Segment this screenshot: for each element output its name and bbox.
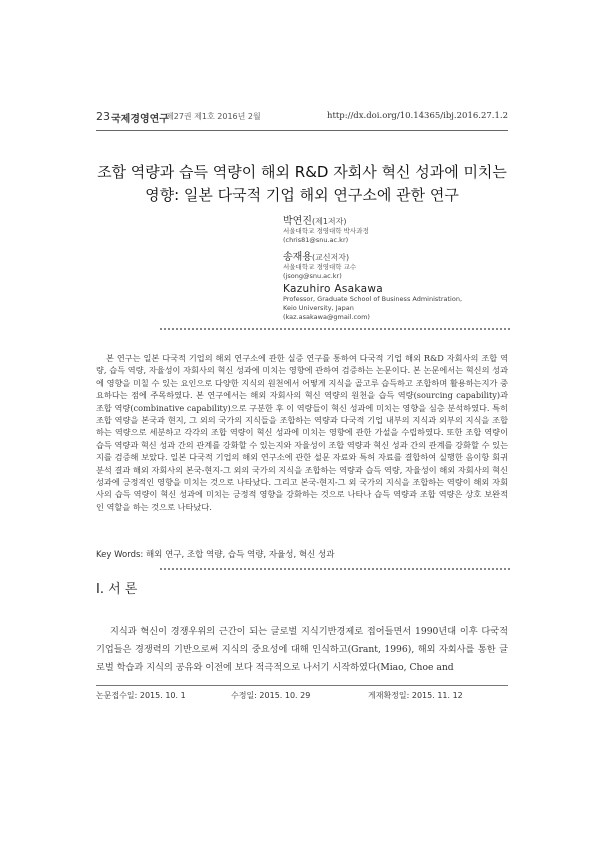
author-email: (kaz.asakawa@gmail.com) bbox=[283, 313, 370, 321]
abstract bbox=[96, 352, 508, 513]
author-affiliation: 서울대학교 경영대학 교수 bbox=[283, 263, 357, 271]
running-header bbox=[96, 110, 508, 126]
title-line-1: 조합 역량과 습득 역량이 해외 R&D 자회사 혁신 성과에 미치는 bbox=[97, 163, 507, 181]
paper-title bbox=[96, 161, 508, 207]
journal-name: 국제경영연구 bbox=[111, 114, 169, 125]
author-2 bbox=[283, 248, 518, 281]
author-name: Kazuhiro Asakawa bbox=[283, 283, 383, 295]
doi-link[interactable]: http://dx.doi.org/10.14365/ibj.2016.27.1.2 bbox=[326, 111, 508, 121]
author-name: 송재용 bbox=[283, 252, 312, 263]
received-date: 논문접수일: 2015. 10. 1 bbox=[96, 691, 186, 700]
author-email: (chris81@snu.ac.kr) bbox=[283, 236, 349, 244]
author-affiliation-2: Keio University, Japan bbox=[283, 304, 354, 312]
abstract-text: 본 연구는 일본 다국적 기업의 해외 연구소에 관한 실증 연구를 통하여 다국적 기업 해외 R&D 자회사의 조합 역량, 습득 역량, 자율성이 자회사의 혁신 성과에 미치는 영향에 관하여 검증하는 논문이다. 본 논문에서는 혁신의 성과에 영향을 미칠 수 있는 요인으로 다양한 지식의 원천에서 어떻게 지식을 골고루 습득하고 조합하며 활용하는지가 중요하다는 점에 주목하였다. 본 연구에서는 해외 자회사의 혁신 역량의 원천을 습득 역량(sourcing capability)과 조합 역량(combinative capability)으로 구분한 후 이 역량들이 혁신 성과에 미치는 영향을 심층 분석하였다. 특히 조합 역량을 본국과 현지, 그 외의 국가의 지식들을 조합하는 역량과 다국적 기업 내부의 지식과 외부의 지식을 조합하는 역량으로 세분하고 각각의 조합 역량이 혁신 성과에 미치는 영향에 관한 가설을 수립하였다. 또한 조합 역량이 습득 역량과 혁신 성과 간의 관계를 강화할 수 있는지와 자율성이 조합 역량과 혁신 성과 간의 관계를 강화할 수 있는지를 검증해 보았다. 일본 다국적 기업의 해외 연구소에 관한 설문 자료와 특허 자료를 결합하여 실행한 음이항 회귀 분석 결과 해외 자회사의 본국-현지-그 외의 국가의 지식을 조합하는 역량과 습득 역량, 자율성이 해외 자회사의 혁신 성과에 긍정적인 영향을 미치는 것으로 나타났다. 그리고 본국-현지-그 외 국가의 지식을 조합하는 역량이 해외 자회사의 습득 역량이 혁신 성과에 미치는 긍정적 영향을 강화하는 것으로 나타나 습득 역량과 조합 역량은 상호 보완적인 역할을 하는 것으로 나타났다. bbox=[96, 353, 508, 512]
abstract-bottom-divider bbox=[160, 568, 510, 572]
keywords-text: 해외 연구, 조합 역량, 습득 역량, 자율성, 혁신 성과 bbox=[145, 550, 335, 560]
author-name: 박연진 bbox=[283, 216, 312, 227]
author-role: (교신저자) bbox=[311, 253, 350, 262]
footnote-rule bbox=[96, 685, 508, 686]
revised-date: 수정일: 2015. 10. 29 bbox=[231, 691, 311, 700]
abstract-top-divider bbox=[160, 328, 510, 332]
body-paragraph: 지식과 혁신이 경쟁우위의 근간이 되는 글로벌 지식기반경제로 접어들면서 1990년대 이후 다국적 기업들은 경쟁력의 기반으로써 지식의 중요성에 대해 인식하고(Grant, 1996), 해외 자회사를 통한 글로벌 학습과 지식의 공유와 이전에 보다 적극적으로 나서기 시작하였다(Miao, Choe and bbox=[96, 626, 508, 673]
title-line-2: 영향: 일본 다국적 기업 해외 연구소에 관한 연구 bbox=[145, 186, 459, 204]
section-heading: Ⅰ. 서 론 bbox=[96, 582, 138, 597]
author-1 bbox=[283, 212, 518, 245]
keywords-label: Key Words: bbox=[96, 550, 144, 560]
journal-issue: 제27권 제1호 2016년 2월 bbox=[166, 112, 261, 121]
author-affiliation: 서울대학교 경영대학 박사과정 bbox=[283, 227, 369, 235]
author-role: (제1저자) bbox=[311, 217, 347, 226]
accepted-date: 게재확정일: 2015. 11. 12 bbox=[368, 691, 463, 700]
keywords bbox=[96, 548, 508, 560]
author-email: (jsong@snu.ac.kr) bbox=[283, 272, 342, 280]
page-number: 23 bbox=[96, 110, 110, 123]
header-rule bbox=[96, 130, 508, 131]
body-text bbox=[96, 623, 508, 677]
author-3 bbox=[283, 283, 518, 322]
author-affiliation: Professor, Graduate School of Business Administration, bbox=[283, 295, 463, 303]
